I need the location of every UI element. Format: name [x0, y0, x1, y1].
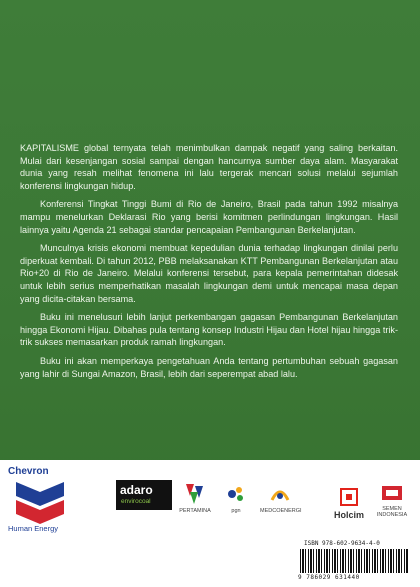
holcim-wordmark: Holcim [333, 510, 364, 520]
medco-icon [268, 482, 292, 506]
medco-wordmark: MEDCOENERGI [260, 508, 302, 514]
barcode-bars [300, 549, 408, 573]
blurb-text [20, 142, 398, 386]
holcim-logo [328, 486, 370, 524]
semen-indonesia-icon [380, 482, 404, 504]
paragraph-4: Buku ini menelusuri lebih lanjut perkembangan gagasan Pembangunan Berkelanjutan hingga Ekonomi Hijau. Dibahas pula tentang konsep Industri Hijau dan Hotel hijau hingga trik-trik sukses memasarkan produk ramah lingkungan. [20, 312, 398, 348]
adaro-tagline: envirocoal [121, 498, 151, 505]
pertamina-wordmark: PERTAMINA [179, 508, 211, 514]
chevron-icon [10, 478, 70, 526]
semen-indonesia-wordmark: SEMEN INDONESIA [376, 506, 408, 518]
adaro-logo [116, 480, 172, 510]
semen-indonesia-logo [368, 482, 416, 522]
barcode-block [294, 540, 414, 584]
pertamina-logo [178, 482, 212, 522]
pgn-icon [224, 482, 248, 506]
adaro-wordmark: adaro [120, 483, 153, 497]
pgn-logo [216, 482, 256, 522]
isbn-text: ISBN 978-602-9634-4-0 [304, 540, 380, 547]
paragraph-3: Munculnya krisis ekonomi membuat kepedulian dunia terhadap lingkungan dinilai perlu diperkuat kembali. Di tahun 2012, PBB melaksanakan KTT Pembangunan Berkelanjutan atau Rio+20 di Rio de Janeiro. Melalui konferensi tersebut, para kepala pemerintahan didesak untuk lebih serius memperhatikan masalah lingkungan demi untuk mencapai masa depan yang dicita-citakan bersama. [20, 243, 398, 304]
medco-logo [260, 482, 300, 522]
pgn-wordmark: pgn [231, 508, 241, 514]
holcim-icon [338, 486, 360, 508]
paragraph-1: KAPITALISME global ternyata telah menimbulkan dampak negatif yang saling berkaitan. Mulai dari kesenjangan sosial sampai dengan hancurnya sumber daya alam. Masyarakat dunia yang resah melihat fenomena ini lalu tergerak mencari solusi melalui sejumlah konferensi lingkungan hidup. [20, 143, 398, 191]
pertamina-icon [182, 482, 208, 506]
barcode-digits: 9 786029 631440 [298, 574, 360, 581]
paragraph-5: Buku ini akan memperkaya pengetahuan Anda tentang pertumbuhan sebuah gagasan yang lahir di Sungai Amazon, Brasil, lebih dari seperempat abad lalu. [20, 355, 398, 379]
chevron-wordmark: Chevron [8, 466, 49, 477]
chevron-logo [6, 466, 74, 536]
paragraph-2: Konferensi Tingkat Tinggi Bumi di Rio de Janeiro, Brasil pada tahun 1992 misalnya mampu menelurkan Deklarasi Rio yang berisi komitmen perlindungan lingkungan. Hasil lainnya yaitu Agenda 21 sebagai standar pencapaian Pembangunan Berkelanjutan. [20, 199, 398, 235]
chevron-tagline: Human Energy [8, 524, 59, 533]
